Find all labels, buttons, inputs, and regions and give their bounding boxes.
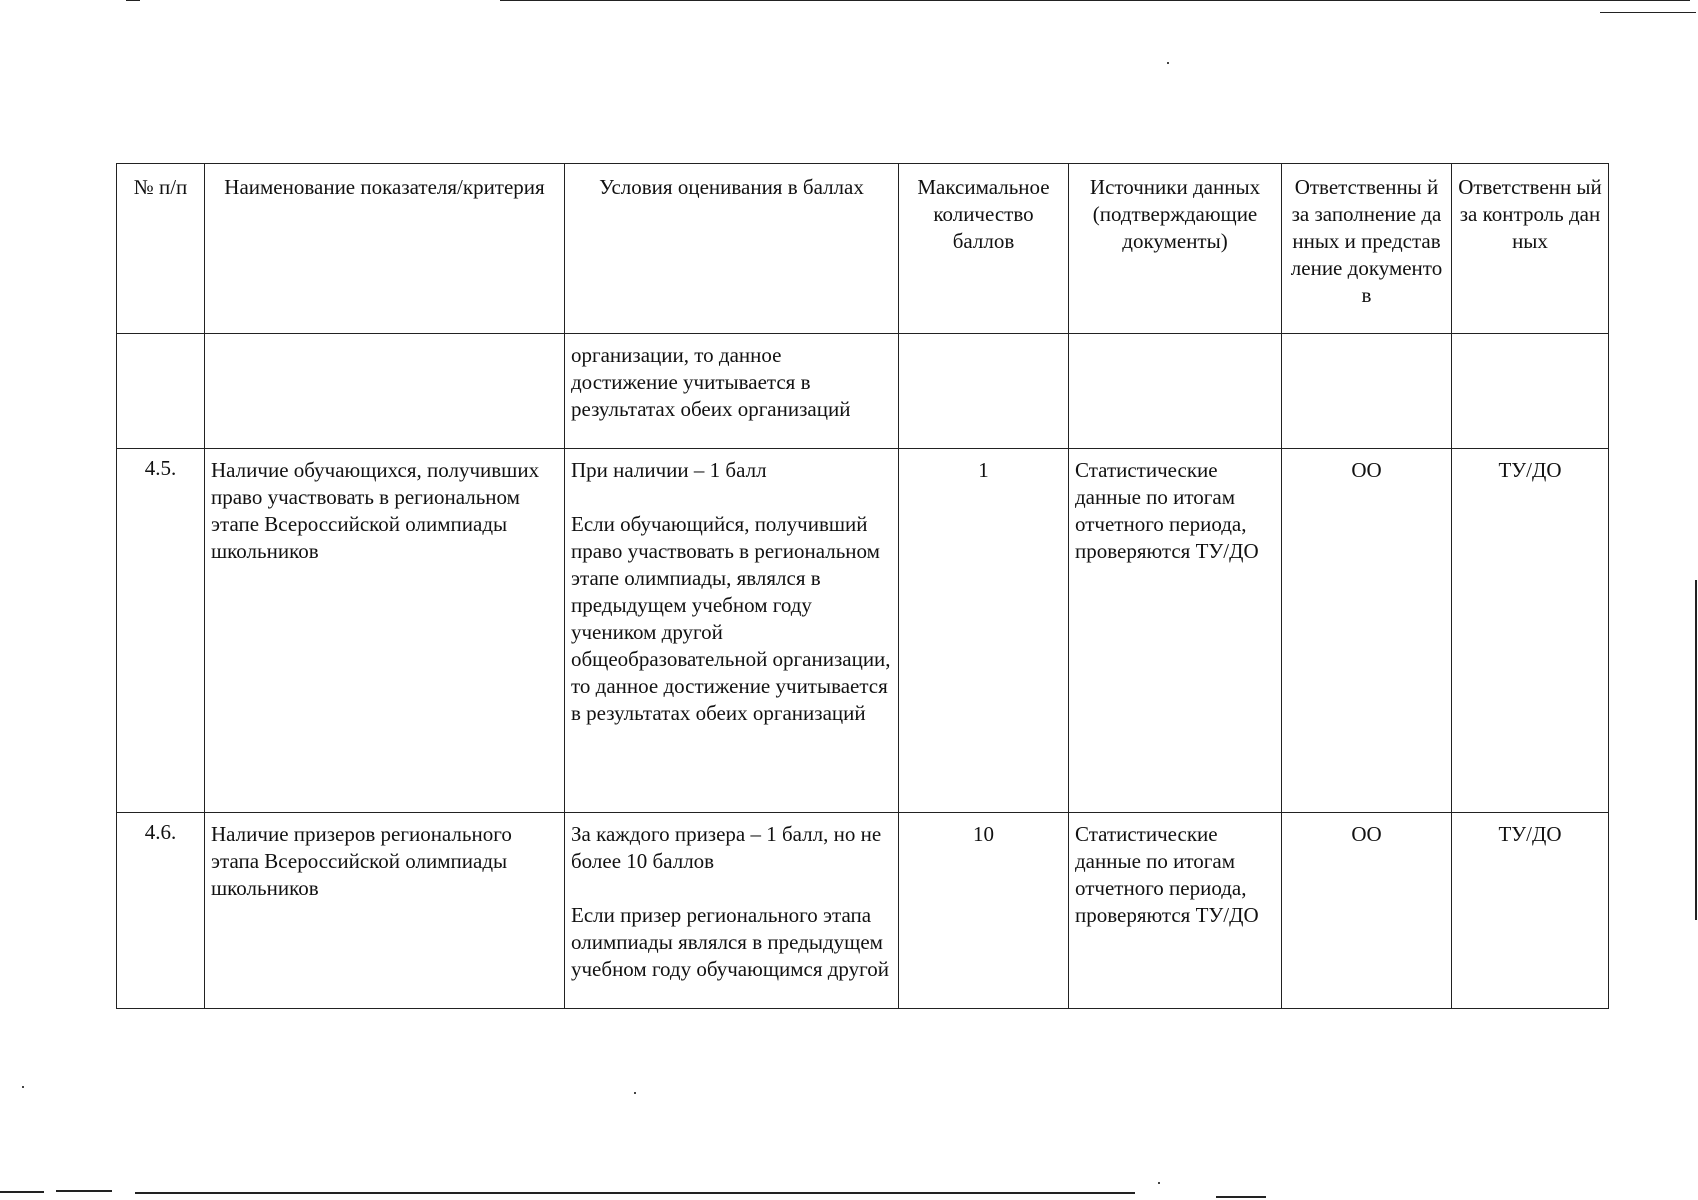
conditions-paragraph: При наличии – 1 балл (571, 458, 767, 482)
cell-conditions (565, 334, 899, 449)
scan-edge-right (1695, 580, 1697, 920)
cell-responsible-fill: ОО (1282, 449, 1452, 813)
scan-edge-bottom-left-2 (56, 1190, 112, 1192)
conditions-paragraph: Если обучающийся, получивший право участвовать в региональном этапе олимпиады, являлся в предыдущем учебном году учеником другой общеобразовательной организации, то данное достижение учитывается в результатах обеих организаций (571, 512, 891, 725)
scan-edge-bottom (135, 1192, 1135, 1194)
cell-no (117, 334, 205, 449)
cell-name: Наличие обучающихся, получивших право участвовать в региональном этапе Всероссийской олимпиады школьников (205, 449, 565, 813)
cell-sources: Статистические данные по итогам отчетного периода, проверяются ТУ/ДО (1069, 449, 1282, 813)
scan-edge-bottom-right (1216, 1196, 1266, 1198)
cell-name (205, 334, 565, 449)
cell-conditions (565, 813, 899, 1009)
conditions-paragraph: организации, то данное достижение учитывается в результатах обеих организаций (571, 343, 851, 421)
scan-edge-bottom-left (0, 1191, 44, 1193)
header-responsible-fill: Ответственны й за заполнение данных и представление документов (1282, 164, 1452, 334)
scan-speck (1167, 62, 1169, 64)
header-max-points: Максимальное количество баллов (899, 164, 1069, 334)
table-row (117, 334, 1609, 449)
cell-max-points (899, 334, 1069, 449)
cell-no: 4.5. (117, 449, 205, 813)
cell-sources (1069, 334, 1282, 449)
scan-edge-top-tail (1600, 12, 1696, 13)
cell-name: Наличие призеров регионального этапа Всероссийской олимпиады школьников (205, 813, 565, 1009)
cell-sources: Статистические данные по итогам отчетного периода, проверяются ТУ/ДО (1069, 813, 1282, 1009)
cell-responsible-control: ТУ/ДО (1452, 449, 1609, 813)
conditions-paragraph: За каждого призера – 1 балл, но не более 10 баллов (571, 822, 882, 873)
table-header-row (117, 164, 1609, 334)
cell-responsible-control: ТУ/ДО (1452, 813, 1609, 1009)
cell-no: 4.6. (117, 813, 205, 1009)
cell-max-points: 1 (899, 449, 1069, 813)
cell-conditions (565, 449, 899, 813)
header-name: Наименование показателя/критерия (205, 164, 565, 334)
scan-speck (1158, 1182, 1160, 1184)
scan-speck (22, 1086, 24, 1088)
table-row (117, 449, 1609, 813)
scan-speck (634, 1092, 636, 1094)
header-conditions: Условия оценивания в баллах (565, 164, 899, 334)
cell-responsible-control (1452, 334, 1609, 449)
scan-edge-top-right (500, 0, 1690, 1)
table-row (117, 813, 1609, 1009)
scan-edge-top-short (126, 0, 140, 1)
criteria-table (116, 163, 1609, 1009)
header-no: № п/п (117, 164, 205, 334)
conditions-paragraph: Если призер регионального этапа олимпиады являлся в предыдущем учебном году обучающимся другой (571, 903, 889, 981)
cell-responsible-fill (1282, 334, 1452, 449)
cell-max-points: 10 (899, 813, 1069, 1009)
cell-responsible-fill: ОО (1282, 813, 1452, 1009)
header-responsible-control: Ответственн ый за контроль данных (1452, 164, 1609, 334)
header-sources: Источники данных (подтверждающие документы) (1069, 164, 1282, 334)
criteria-table-wrapper (116, 163, 1608, 1009)
